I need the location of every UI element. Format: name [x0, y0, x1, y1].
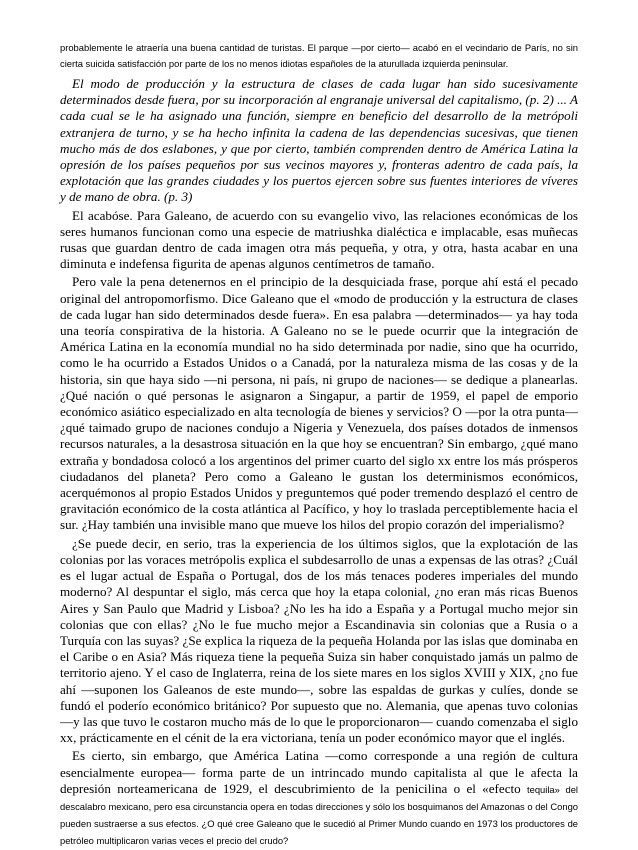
block-quote: El modo de producción y la estructura de clases de cada lugar han sido sucesivamente determinados desde fuera, por su incorporación al engranaje universal del capitalismo, (p. 2) ... A cada cual se le ha asignado una función, siempre en beneficio del desarrollo de la metrópoli extranjera de turno, y se ha hecho infinita la cadena de las dependencias sucesivas, que tienen mucho más de dos eslabones, y que por cierto, también comprenden dentro de América Latina la opresión de los países pequeños por sus vecinos mayores y, fronteras adentro de cada país, la explotación que las grandes ciudades y los puertos ejercen sobre sus fuentes interiores de víveres y de mano de obra. (p. 3) — [60, 76, 578, 205]
body-paragraph-4-normal-text: Es cierto, sin embargo, que América Latina —como corresponde a una región de cultura esencialmente europea— forma parte de un intrincado mundo capitalista al que le afecta la depresión norteamericana de 1929, el descubrimiento de la penicilina o el «efecto — [60, 748, 578, 796]
document-page — [60, 40, 578, 850]
intro-paragraph: probablemente le atraería una buena cantidad de turistas. El parque —por cierto— acabó en el vecindario de París, no sin cierta suicida satisfacción por parte de los no menos idiotas españoles de la aturullada izquierda peninsular. — [60, 42, 578, 69]
body-paragraph-4-small-text: tequila» del descalabro mexicano, pero esa circunstancia opera en todas direcciones y sólo los bosquimanos del Amazonas o del Congo pueden sustraerse a sus efectos. ¿O qué cree Galeano que le sucedió al Primer Mundo cuando en 1973 los productores de petróleo multiplicaron varias veces el precio del crudo? — [60, 783, 578, 847]
body-paragraph-2: Pero vale la pena detenernos en el principio de la desquiciada frase, porque ahí está el pecado original del antropomorfismo. Dice Galeano que el «modo de producción y la estructura de clases de cada lugar han sido determinados desde fuera». En esa palabra —determinados— ya hay toda una teoría conspirativa de la historia. A Galeano no se le puede ocurrir que la integración de América Latina en la economía mundial no ha sido determinada por nadie, sino que ha ocurrido, como le ha ocurrido a Estados Unidos o a Canadá, por la naturaleza misma de las cosas y de la historia, sin que haya sido —ni persona, ni país, ni grupo de naciones— se dedique a planearlas. ¿Qué nación o qué personas le asignaron a Singapur, a partir de 1959, el papel de emporio económico asiático especializado en alta tecnología de bienes y servicios? O —por la otra punta— ¿qué taimado grupo de naciones condujo a Nigeria y Venezuela, dos países dotados de inmensos recursos naturales, a la desastrosa situación en la que hoy se encuentran? Sin embargo, ¿qué mano extraña y bondadosa colocó a los argentinos del primer cuarto del siglo xx entre los más prósperos ciudadanos del planeta? Pero como a Galeano le gustan los determinismos económicos, acerquémonos al propio Estados Unidos y preguntemos qué poder tremendo desplazó el centro de gravitación económico de la costa atlántica al Pacífico, y hoy lo traslada perceptiblemente hacia el sur. ¿Hay también una invisible mano que mueve los hilos del propio corazón del imperialismo? — [60, 274, 578, 533]
body-paragraph-3: ¿Se puede decir, en serio, tras la experiencia de los últimos siglos, que la explotación de las colonias por las voraces metrópolis explica el subdesarrollo de unas a expensas de las otras? ¿Cuál es el lugar actual de España o Portugal, dos de los más tenaces poderes imperiales del mundo moderno? Al despuntar el siglo, más cerca que hoy la etapa colonial, ¿no eran más ricas Buenos Aires y San Paulo que Madrid y Lisboa? ¿No les ha ido a España y a Portugal mucho mejor sin colonias que con ellas? ¿No le fue mucho mejor a Escandinavia sin colonias que a Rusia o a Turquía con las suyas? ¿Se explica la riqueza de la pequeña Holanda por las islas que dominaba en el Caribe o en Asia? Más riqueza tiene la pequeña Suiza sin haber conquistado jamás un palmo de territorio ajeno. Y el caso de Inglaterra, reina de los siete mares en los siglos XVIII y XIX, ¿no fue ahí —suponen los Galeanos de este mundo—, sobre las espaldas de gurkas y culíes, donde se fundó el poderío económico británico? Por supuesto que no. Alemania, que apenas tuvo colonias —y las que tuvo le costaron mucho más de lo que le proporcionaron— cuando comenzaba el siglo xx, prácticamente en el cénit de la era victoriana, tenía un poder económico mayor que el inglés. — [60, 535, 578, 746]
body-paragraph-1: El acabóse. Para Galeano, de acuerdo con su evangelio vivo, las relaciones económicas de los seres humanos funcionan como una especie de matriushka dialéctica e implacable, esas muñecas rusas que guardan dentro de cada imagen otra más pequeña, y otra, y otra, hasta acabar en una diminuta e indefensa figurita de apenas algunos centímetros de tamaño. — [60, 207, 578, 272]
body-paragraph-4 — [60, 748, 578, 849]
